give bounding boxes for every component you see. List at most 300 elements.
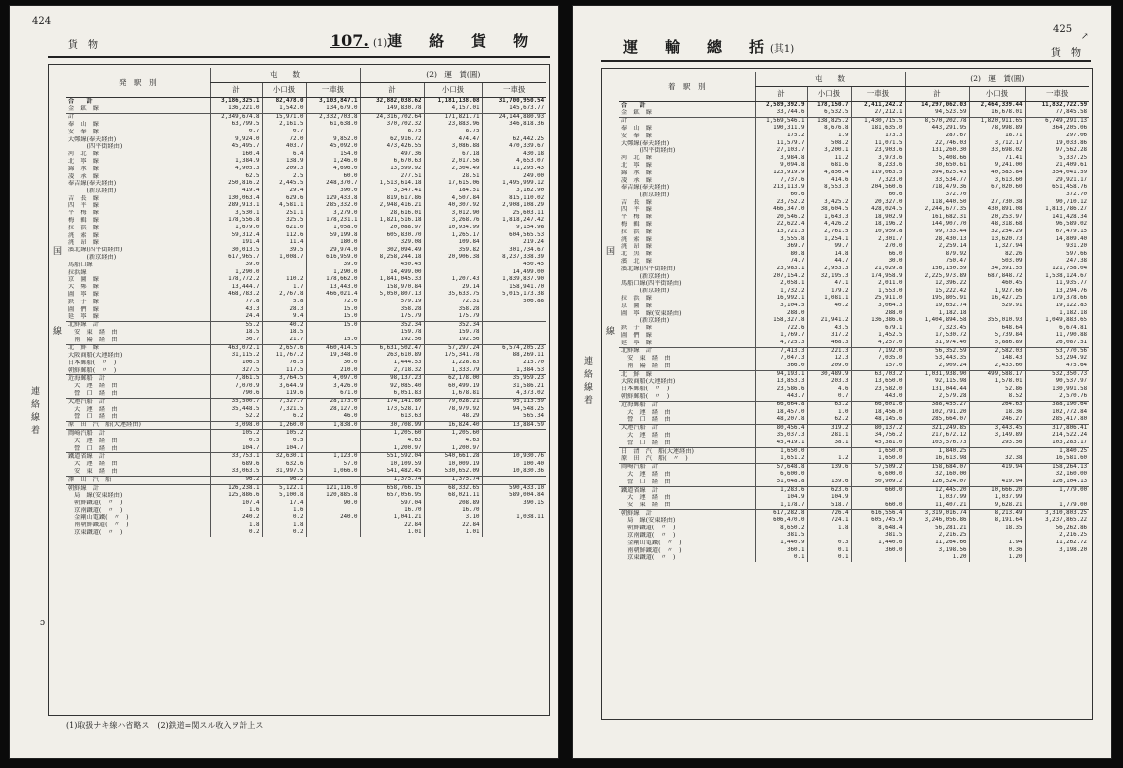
cell-value: 139.6 xyxy=(807,463,851,471)
cell-value: 159.78 xyxy=(360,329,424,336)
cell-value xyxy=(482,522,546,529)
table-row xyxy=(619,266,1089,273)
cell-value: 77,845.58 xyxy=(1025,109,1089,117)
cell-value xyxy=(424,262,482,269)
cell-value: 0.1 xyxy=(807,547,851,554)
cell-value: 67,020.60 xyxy=(969,184,1025,191)
row-label: 南朝鮮鐵道( 〃 ) xyxy=(621,547,682,554)
table-row xyxy=(66,166,546,173)
cell-value: 287.67 xyxy=(905,133,969,140)
row-label: 洮 索 線 xyxy=(68,232,99,239)
table-row xyxy=(619,517,1089,524)
cell-value: 819,617.86 xyxy=(360,195,424,202)
cell-value: 82.26 xyxy=(969,251,1025,258)
cell-value: 14,809.40 xyxy=(1025,236,1089,243)
cell-value: 2,570.76 xyxy=(1025,393,1089,401)
table-row xyxy=(619,102,1089,110)
table-row xyxy=(619,109,1089,117)
cell-value: 3,764.5 xyxy=(262,375,306,383)
cell-value xyxy=(482,438,546,445)
cell-value: 1.8 xyxy=(262,522,306,529)
cell-value: 1.8 xyxy=(807,525,851,532)
table-row xyxy=(619,486,1089,494)
cell-value: 288.0 xyxy=(755,310,807,317)
table-row xyxy=(619,325,1089,332)
cell-value: 179,378.66 xyxy=(1025,295,1089,302)
cell-value: 45,419.1 xyxy=(755,440,807,448)
row-label: 奉吉線(奉天経由) xyxy=(68,180,117,187)
row-label: 延 寧 線 xyxy=(66,313,210,321)
row-label: 馬船口線(四平街経由) xyxy=(621,280,682,287)
cell-value: 0.7 xyxy=(807,393,851,401)
cell-value: 1,440.9 xyxy=(755,540,807,547)
side-label-sen: 線 xyxy=(604,326,614,339)
row-label: 京南鐵道( 〃 ) xyxy=(621,532,676,539)
cell-value: 317.2 xyxy=(807,332,851,339)
title-text: 連 絡 貨 物 xyxy=(387,32,535,50)
cell-value: 149,830.78 xyxy=(360,105,424,113)
cell-value xyxy=(482,129,546,136)
table-row xyxy=(619,479,1089,487)
cell-value xyxy=(306,129,360,136)
cell-value: 508.2 xyxy=(807,140,851,147)
cell-value: 125,886.6 xyxy=(210,492,262,499)
cell-value: 3,319,016.74 xyxy=(905,510,969,518)
cell-value: 63,799.5 xyxy=(210,121,262,128)
row-label: 北鮮線 計 xyxy=(68,321,99,329)
cell-value: 38.1 xyxy=(807,440,851,448)
cell-value: 1,037.99 xyxy=(905,494,969,501)
cell-value: 158,264.13 xyxy=(1025,463,1089,471)
cell-value: 178,772.2 xyxy=(210,276,262,283)
cell-value: 388,190.64 xyxy=(1025,401,1089,409)
cell-value: 204,560.6 xyxy=(851,184,905,191)
cell-value: 61,638.0 xyxy=(306,121,360,128)
cell-value: 7,323.0 xyxy=(851,177,905,184)
cell-value: 126,104.13 xyxy=(1025,479,1089,487)
table-row xyxy=(66,421,546,429)
cell-value: 104.9 xyxy=(755,494,807,501)
cell-value: 28,127.0 xyxy=(306,406,360,413)
col-header: 一車扱 xyxy=(306,83,360,98)
cell-value: 56,262.86 xyxy=(1025,525,1089,532)
cell-value: 209.0 xyxy=(807,363,851,371)
cell-value: 33,744.6 xyxy=(755,109,807,117)
cell-value: 0.7 xyxy=(262,129,306,136)
cell-value: 174,141.80 xyxy=(360,398,424,406)
row-label: 大 連 経 由 xyxy=(621,409,671,416)
cell-value: 2,909.24 xyxy=(905,363,969,371)
cell-value: 72.0 xyxy=(306,299,360,306)
cell-value: 48,145.6 xyxy=(851,416,905,424)
cell-value: 23,752.2 xyxy=(755,199,807,206)
table-row xyxy=(619,532,1089,539)
cell-value: 99,733.44 xyxy=(905,229,969,236)
cell-value: 175,341.78 xyxy=(424,352,482,359)
cell-value: 530,652.09 xyxy=(424,468,482,476)
cell-value: 470,339.67 xyxy=(482,143,546,150)
table-row xyxy=(619,378,1089,385)
cell-value: 158,684.07 xyxy=(905,463,969,471)
cell-value: 28.51 xyxy=(424,173,482,180)
cell-value: 62.2 xyxy=(807,416,851,424)
cell-value: 1.01 xyxy=(360,529,424,536)
cell-value: 82,478.0 xyxy=(262,98,306,106)
cell-value: 178,231.1 xyxy=(306,217,360,224)
cell-value: 7,070.9 xyxy=(210,383,262,390)
cell-value: 302,094.49 xyxy=(360,247,424,254)
row-label: 朝鮮郵船( 〃 ) xyxy=(66,367,210,375)
cell-value: 15.0 xyxy=(306,337,360,345)
row-label: 安 奉 線 xyxy=(621,132,652,140)
row-label: 梅 輯 線 xyxy=(68,217,99,224)
cell-value: 31,997.5 xyxy=(262,468,306,476)
table-row xyxy=(66,239,546,246)
cell-value: 8,191.64 xyxy=(969,517,1025,524)
cell-value: 16,824.40 xyxy=(424,421,482,429)
cell-value: 60,499.19 xyxy=(424,383,482,390)
cell-value xyxy=(306,438,360,445)
row-label: 大連汽船 計 xyxy=(68,398,106,406)
cell-value: 11,832,722.59 xyxy=(1025,102,1089,110)
cell-value: 24.4 xyxy=(210,313,262,321)
cell-value: 9,852.0 xyxy=(306,136,360,143)
cell-value: 16,613.98 xyxy=(905,455,969,463)
cell-value: 13,620.73 xyxy=(969,236,1025,243)
table-row xyxy=(66,247,546,254)
cell-value: 29.14 xyxy=(424,284,482,291)
cell-value xyxy=(306,430,360,438)
cell-value xyxy=(807,532,851,539)
cell-value: 90,537.97 xyxy=(1025,378,1089,385)
cell-value: 1,732.2 xyxy=(755,288,807,295)
table-row xyxy=(66,445,546,453)
cell-value: 12.3 xyxy=(807,355,851,362)
pencil-mark: ↗ xyxy=(1081,32,1089,42)
cell-value: 36.7 xyxy=(210,337,262,345)
cell-value: 11,790.88 xyxy=(1025,332,1089,339)
cell-value: 2,332,703.8 xyxy=(306,113,360,121)
cell-value: 2,216.25 xyxy=(1025,532,1089,539)
cell-value: 414.6 xyxy=(807,177,851,184)
row-label: (新京経由) xyxy=(621,317,670,324)
cell-value: 11,407.21 xyxy=(905,502,969,510)
table-row xyxy=(66,254,546,261)
table-row xyxy=(619,363,1089,371)
cell-value: 20,253.97 xyxy=(969,214,1025,221)
cell-value: 657,056.95 xyxy=(360,492,424,499)
cell-value: 360.1 xyxy=(755,547,807,554)
cell-value: 1,820,911.65 xyxy=(969,117,1025,125)
cell-value: 285,664.07 xyxy=(905,416,969,424)
page-number: 424 xyxy=(32,16,52,27)
cell-value: 15,971.0 xyxy=(262,113,306,121)
row-label: 馬船口線 xyxy=(68,261,93,269)
cell-value: 9,154.98 xyxy=(482,225,546,232)
cell-value: 11,935.77 xyxy=(1025,280,1089,287)
col-header: 小口扱 xyxy=(807,87,851,102)
cell-value: 1,440.6 xyxy=(851,540,905,547)
cell-value: 1,651.2 xyxy=(755,455,807,463)
side-label-sen: 線 xyxy=(51,326,61,339)
cell-value: 179.2 xyxy=(807,288,851,295)
cell-value: 503.09 xyxy=(969,258,1025,265)
table-row xyxy=(619,288,1089,295)
cell-value: 1,430,715.5 xyxy=(851,117,905,125)
cell-value: 565.34 xyxy=(482,413,546,421)
cell-value: 77.8 xyxy=(210,299,262,306)
cell-value xyxy=(482,476,546,484)
cell-value: 92,115.98 xyxy=(905,378,969,385)
cell-value: 62,178.00 xyxy=(424,375,482,383)
table-row xyxy=(66,375,546,383)
table-row xyxy=(66,136,546,143)
cell-value: 180.0 xyxy=(306,239,360,246)
cell-value: 10,959.8 xyxy=(851,229,905,236)
table-row xyxy=(66,232,546,239)
cell-value: 1,650.0 xyxy=(851,455,905,463)
cell-value: 1,123.0 xyxy=(306,453,360,461)
cell-value: 3,098.0 xyxy=(210,421,262,429)
cell-value: 25,911.0 xyxy=(851,295,905,302)
cell-value: 19,652.74 xyxy=(905,303,969,310)
cell-value: 579.19 xyxy=(360,299,424,306)
cell-value: 443.7 xyxy=(755,393,807,401)
row-label: 北 鮮 線 xyxy=(68,344,99,352)
cell-value: 126,238.1 xyxy=(210,484,262,492)
cell-value: 4.6 xyxy=(807,386,851,393)
cell-value: 56,352.59 xyxy=(905,347,969,355)
cell-value: 4,856.4 xyxy=(807,170,851,177)
page-title xyxy=(623,36,794,57)
cell-value: 109.84 xyxy=(424,239,482,246)
cell-value: 8,650.2 xyxy=(755,525,807,532)
table-row xyxy=(66,352,546,359)
cell-value: 370,702.32 xyxy=(360,121,424,128)
cell-value: 1,495,999.12 xyxy=(482,180,546,187)
cell-value: 8,676.8 xyxy=(807,125,851,132)
cell-value: 72.0 xyxy=(262,136,306,143)
row-label: 南 陽 経 由 xyxy=(619,363,755,371)
cell-value: 1,444.53 xyxy=(360,360,424,367)
cell-value: 2,244,677.35 xyxy=(905,206,969,213)
cell-value: 48,207.8 xyxy=(755,416,807,424)
cell-value: 94,523.59 xyxy=(905,109,969,117)
cell-value: 460,414.5 xyxy=(306,344,360,352)
table-row xyxy=(619,371,1089,379)
cell-value: 7,323.45 xyxy=(905,325,969,332)
row-label: 北 寧 線 xyxy=(68,158,99,165)
cell-value: 658,766.15 xyxy=(360,484,424,492)
cell-value: 21,029.8 xyxy=(851,266,905,273)
side-label-koku: 国 xyxy=(604,246,614,259)
cell-value: 1,031,938.90 xyxy=(905,371,969,379)
cell-value: 57,648.8 xyxy=(755,463,807,471)
row-label: 延 寧 線 xyxy=(619,340,755,348)
cell-value: 192.56 xyxy=(424,337,482,345)
side-label-renraku: 連絡線着 xyxy=(29,386,39,438)
cell-value: 6,532.5 xyxy=(807,109,851,117)
cell-value: 6,674.81 xyxy=(1025,325,1089,332)
cell-value: 360.0 xyxy=(851,547,905,554)
cell-value: 32,882,038.62 xyxy=(360,98,424,106)
cell-value: 474.47 xyxy=(424,136,482,143)
cell-value: 8,213.49 xyxy=(969,510,1025,518)
cell-value: 329.08 xyxy=(360,239,424,246)
cell-value: 4,157.01 xyxy=(424,105,482,113)
cell-value: 1,538,124.67 xyxy=(1025,273,1089,280)
cell-value: 3,443.45 xyxy=(969,424,1025,432)
cell-value: 1.01 xyxy=(424,529,482,536)
cell-value: 175.2 xyxy=(755,133,807,140)
cell-value: 2,216.25 xyxy=(905,532,969,539)
table-row xyxy=(66,202,546,209)
cell-value xyxy=(482,321,546,329)
cell-value: 5,408.66 xyxy=(905,155,969,162)
cell-value: 589,004.84 xyxy=(482,492,546,499)
cell-value: 13,884.59 xyxy=(482,421,546,429)
table-row xyxy=(619,340,1089,348)
cell-value: 3,279.0 xyxy=(306,210,360,217)
table-row xyxy=(66,262,546,269)
table-row xyxy=(619,140,1089,147)
cell-value: 372.70 xyxy=(1025,192,1089,199)
table-row xyxy=(66,188,546,195)
table-row xyxy=(619,221,1089,228)
cell-value: 7,413.3 xyxy=(755,347,807,355)
cell-value: 103,576.73 xyxy=(905,440,969,448)
cell-value: 5,337.25 xyxy=(1025,155,1089,162)
cell-value: 121,758.04 xyxy=(1025,266,1089,273)
col-header: 小口扱 xyxy=(969,87,1025,102)
cell-value: 13,650.0 xyxy=(851,378,905,385)
col-header: 計 xyxy=(210,83,262,98)
cell-value: 617,282.8 xyxy=(755,510,807,518)
cell-value: 130,991.58 xyxy=(1025,386,1089,393)
cell-value: 430.18 xyxy=(482,151,546,158)
cell-value: 372.70 xyxy=(905,192,969,199)
cell-value: 281.1 xyxy=(807,432,851,439)
table-row xyxy=(619,332,1089,339)
cell-value: 33,063.5 xyxy=(210,468,262,476)
table-row xyxy=(66,337,546,345)
cell-value: 29,921.17 xyxy=(1025,177,1089,184)
cell-value: 1,290.0 xyxy=(306,269,360,276)
row-label: 北 鮮 線 xyxy=(621,370,652,378)
cell-value: 1,375.74 xyxy=(360,476,424,484)
table-row xyxy=(66,329,546,336)
cell-value: 56,281.21 xyxy=(905,525,969,532)
table-row xyxy=(619,440,1089,448)
cell-value: 34,391.55 xyxy=(969,266,1025,273)
cell-value: 16,992.1 xyxy=(755,295,807,302)
row-label: 拉浜線 xyxy=(68,268,87,276)
cell-value: 726.4 xyxy=(807,510,851,518)
cell-value: 20,327.0 xyxy=(851,199,905,206)
cell-value xyxy=(482,445,546,453)
cell-value: 117.5 xyxy=(262,367,306,375)
table-row xyxy=(66,269,546,276)
row-label: 安 東 経 由 xyxy=(66,468,210,476)
table-row xyxy=(619,147,1089,154)
row-label: 大 連 経 由 xyxy=(68,382,118,390)
cell-value: 8.52 xyxy=(969,393,1025,401)
cell-value: 1.6 xyxy=(210,507,262,514)
cell-value: 17,615.06 xyxy=(424,180,482,187)
cell-value: 1,049,883.65 xyxy=(1025,317,1089,324)
cell-value: 403.7 xyxy=(262,143,306,150)
row-label: 大 連 経 由 xyxy=(621,471,671,478)
cell-value: 53,294.92 xyxy=(1025,355,1089,362)
table-row xyxy=(619,155,1089,162)
cell-value: 4,426.2 xyxy=(807,221,851,228)
table-row xyxy=(66,306,546,313)
cell-value: 76.5 xyxy=(262,360,306,367)
cell-value: 106.5 xyxy=(210,360,262,367)
cell-value: 354,041.59 xyxy=(1025,170,1089,177)
table-number: 107. xyxy=(330,31,369,50)
cell-value: 2,349,674.8 xyxy=(210,113,262,121)
title-sub: (其1) xyxy=(770,44,795,55)
cell-value: 6.4 xyxy=(262,151,306,158)
cell-value: 9,628.21 xyxy=(969,502,1025,510)
cell-value: 4,905.3 xyxy=(210,166,262,173)
cell-value: 0.1 xyxy=(755,554,807,561)
cell-value: 17.4 xyxy=(262,500,306,507)
row-label: 梅 輯 線 xyxy=(621,221,652,228)
row-label: 金 鉱 線 xyxy=(66,105,210,113)
row-label: 安 東 経 由 xyxy=(68,329,118,336)
table-row xyxy=(619,463,1089,471)
table-row xyxy=(66,398,546,406)
table-row xyxy=(619,540,1089,547)
table-row xyxy=(66,484,546,492)
cell-value: 355,010.93 xyxy=(969,317,1025,324)
row-label: 近海郵船 計 xyxy=(68,375,106,383)
cell-value: 660.0 xyxy=(851,502,905,510)
cell-value: 1,769.7 xyxy=(755,332,807,339)
cell-value: 16.70 xyxy=(360,507,424,514)
cell-value: 13,444.7 xyxy=(210,284,262,291)
cell-value: 19,348.0 xyxy=(306,352,360,359)
cell-value: 210.0 xyxy=(306,367,360,375)
row-label: (新京経由) xyxy=(621,287,670,295)
cell-value: 419.4 xyxy=(210,188,262,195)
cell-value: 1.2 xyxy=(807,455,851,463)
cell-value: 1,205.60 xyxy=(424,430,482,438)
row-label: 營 口 経 由 xyxy=(619,416,755,424)
cell-value: 8,648.4 xyxy=(851,525,905,532)
footnote: (1)取扱ナキ線ハ省略ス (2)鉄道=関スル收入ヲ計上ス xyxy=(66,721,264,730)
cell-value: 50,909.2 xyxy=(851,479,905,487)
cell-value: 29.4 xyxy=(262,188,306,195)
cell-value: 18.71 xyxy=(969,133,1025,140)
cell-value: 4,653.07 xyxy=(482,158,546,165)
cell-value: 63.2 xyxy=(807,401,851,409)
cell-value: 80,137.2 xyxy=(851,424,905,432)
cell-value: 6,600.0 xyxy=(851,471,905,478)
table-group-header xyxy=(66,68,546,83)
cell-value: 14,297,062.03 xyxy=(905,102,969,110)
cell-value: 28,173.0 xyxy=(306,398,360,406)
cell-value: 689.6 xyxy=(210,461,262,468)
table-row xyxy=(66,105,546,113)
col-header: 計 xyxy=(755,87,807,102)
cell-value: 104.7 xyxy=(262,445,306,453)
data-table-right xyxy=(619,72,1089,562)
cell-value: 138,825.2 xyxy=(807,117,851,125)
row-label: 大鄭線(奉天経由) xyxy=(68,135,117,143)
